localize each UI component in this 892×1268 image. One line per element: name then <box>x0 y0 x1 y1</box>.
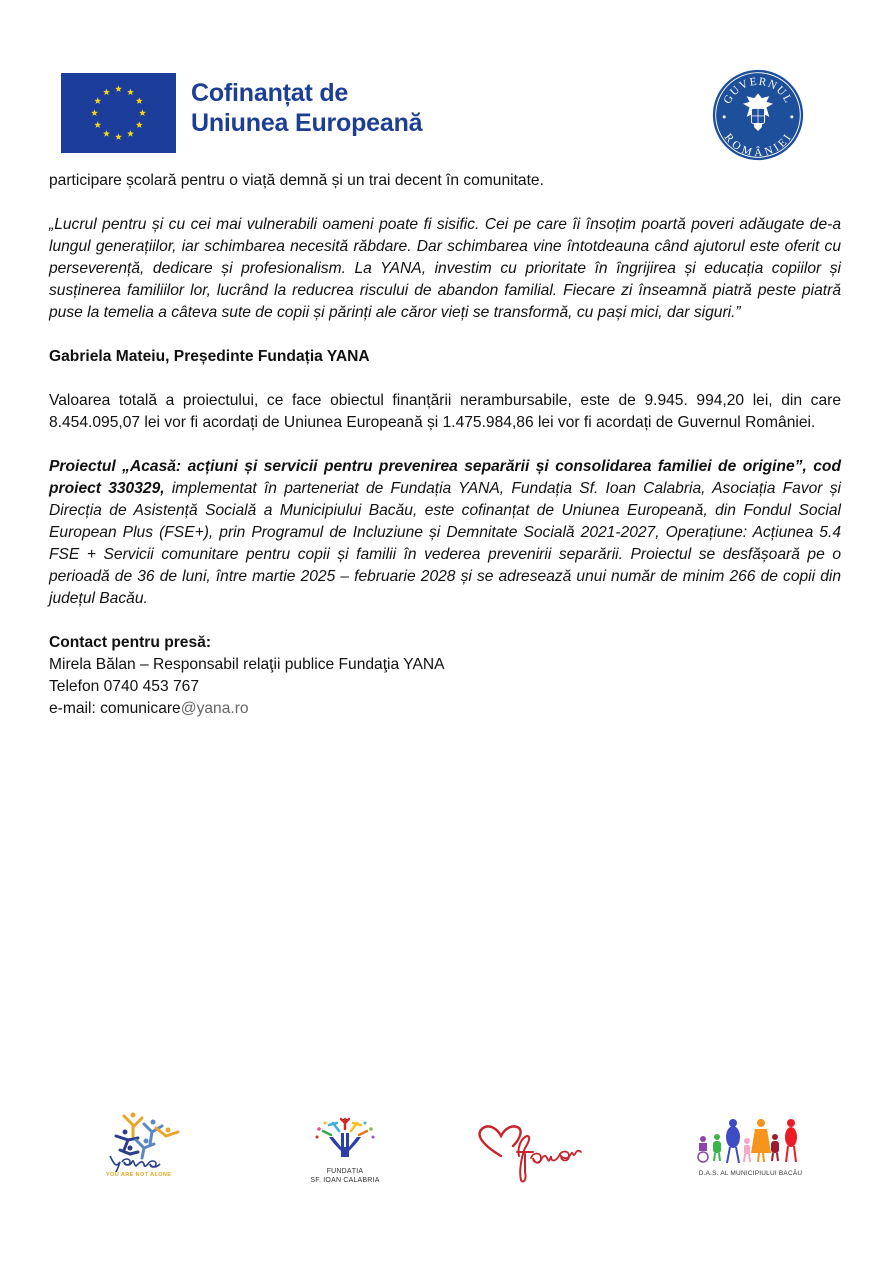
eu-star-icon <box>103 89 110 96</box>
eu-star-icon <box>115 133 122 140</box>
yana-logo <box>106 1110 186 1190</box>
press-contact <box>49 632 841 720</box>
contact-person: Mirela Bălan – Responsabil relaţii publice Fundaţia YANA <box>49 656 445 673</box>
intro-paragraph-tail: participare școlară pentru o viață demnă și un trai decent în comunitate. <box>49 172 544 189</box>
eu-flag-icon <box>61 73 176 153</box>
favor-logo <box>473 1118 598 1186</box>
contact-email[interactable] <box>49 698 841 720</box>
seal-bottom-text: ROMÂNIEI <box>721 131 795 160</box>
email-user[interactable]: comunicare <box>100 700 181 717</box>
calabria-caption-line2: SF. IOAN CALABRIA <box>310 1177 380 1184</box>
funding-paragraph: Valoarea totală a proiectului, ce face obiectul finanțării nerambursabile, este de 9.945. 994,20 lei, din care 8.454.095,07 lei vor fi acordați de Uniunea Europeană și 1.475.984,86 lei vor fi acordați de Guvernul României. <box>49 392 841 431</box>
project-description: implementat în parteneriat de Fundația YANA, Fundația Sf. Ioan Calabria, Asociația Favor și Direcția de Asistență Socială a Municipiului Bacău, este cofinanțat de Uniunea Europeană, din Fondul Social European Plus (FSE+), prin Programul de Incluziune și Demnitate Socială 2021-2027, Operațiune: Acțiunea 5.4 FSE + Servicii comunitare pentru copii și familii în vederea prevenirii separării. Proiectul se desfășoară pe o perioadă de 36 de luni, între martie 2025 – februarie 2028 și se adresează unui număr de minim 266 de copii din județul Bacău. <box>49 480 841 607</box>
das-bacau-logo <box>693 1117 808 1185</box>
eu-title-line2: Uniunea Europeană <box>191 109 423 137</box>
eu-cofinancing-title <box>191 78 422 138</box>
seal-top-text: GUVERNUL <box>721 75 795 106</box>
eu-star-icon <box>139 109 146 116</box>
eu-star-icon <box>91 109 98 116</box>
eu-star-icon <box>127 89 134 96</box>
contact-heading: Contact pentru presă: <box>49 634 212 651</box>
eu-star-icon <box>103 130 110 137</box>
email-label: e-mail: <box>49 700 101 717</box>
calabria-caption-line1: FUNDAȚIA <box>326 1168 364 1175</box>
calabria-caption <box>305 1167 385 1185</box>
calabria-logo <box>305 1115 385 1185</box>
yana-tagline: YOU ARE NOT ALONE <box>106 1172 172 1178</box>
das-family-figures-icon <box>693 1117 808 1163</box>
eu-star-icon <box>136 97 143 104</box>
quote-author: Gabriela Mateiu, Președinte Fundația YANA <box>49 348 370 365</box>
project-title: Proiectul „Acasă: acțiuni și servicii pentru prevenirea separării și consolidarea familiei de origine”, cod proiect 330329, <box>49 458 841 497</box>
calabria-tree-hands-icon <box>305 1115 385 1157</box>
eu-title-line1: Cofinanțat de <box>191 79 349 107</box>
contact-phone[interactable]: Telefon 0740 453 767 <box>49 678 200 695</box>
das-caption: D.A.S. AL MUNICIPIULUI BACĂU <box>698 1170 803 1177</box>
quote-paragraph: „Lucrul pentru și cu cei mai vulnerabili oameni poate fi sisific. Cei pe care îi însoțim poartă poveri adăugate de-a lungul generațiilor, iar schimbarea necesită răbdare. Dar schimbarea vine întotdeauna când ajutorul este oferit cu perseverență, dedicare și profesionalism. La YANA, investim cu prioritate în îngrijirea și educația copiilor și susținerea familiilor lor, lucrând la reducrea riscului de abandon familial. Fiecare zi înseamnă piatră peste piatră puse la temelia a câteva sute de copii și părinți ale căror vieți se transformă, cu pași mici, dar siguri.” <box>49 216 841 321</box>
eu-star-icon <box>127 130 134 137</box>
guvernul-romaniei-seal-icon <box>711 68 805 162</box>
article-body <box>49 170 841 720</box>
yana-logo-icon <box>106 1110 186 1172</box>
eu-star-icon <box>115 85 122 92</box>
eu-star-icon <box>94 121 101 128</box>
project-paragraph <box>49 456 841 610</box>
favor-heart-icon <box>473 1118 598 1186</box>
email-domain[interactable]: @yana.ro <box>180 700 249 717</box>
eu-star-icon <box>94 97 101 104</box>
eu-star-icon <box>136 121 143 128</box>
